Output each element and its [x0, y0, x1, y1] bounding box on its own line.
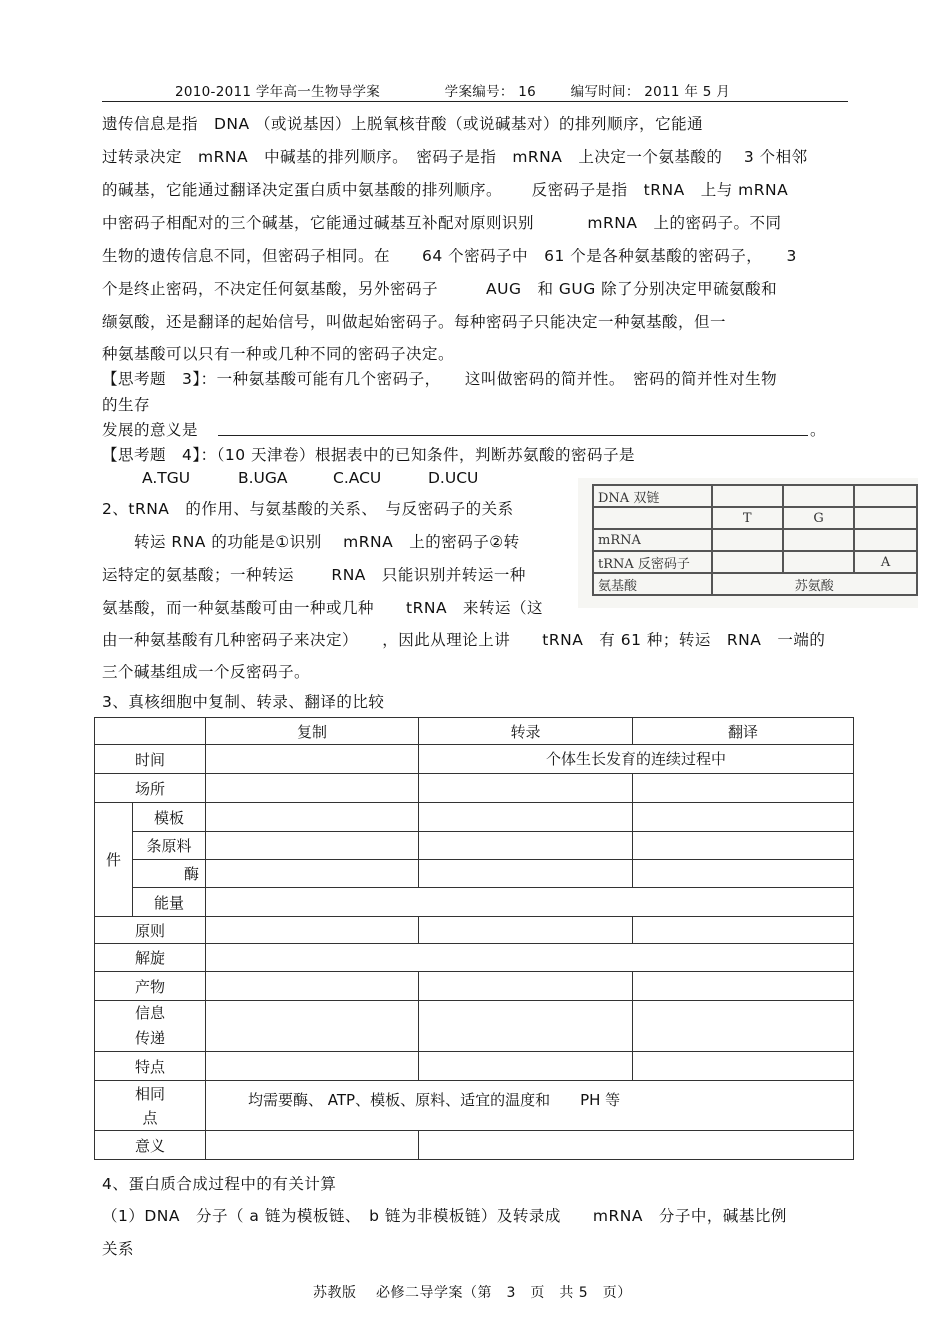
img-cell-g: G: [783, 507, 854, 529]
answer-blank[interactable]: [218, 435, 808, 436]
col-replication: 复制: [206, 718, 419, 745]
row-place: 场所: [95, 774, 206, 803]
section-2-line: 三个碱基组成一个反密码子。: [102, 663, 311, 681]
paragraph-line: 遗传信息是指 DNA （或说基因）上脱氧核苷酸（或说碱基对）的排列顺序，它能通: [102, 115, 704, 133]
img-row-mrna: mRNA: [593, 529, 712, 551]
section-3-title: 3、真核细胞中复制、转录、翻译的比较: [102, 693, 385, 711]
paragraph-line: 缬氨酸，还是翻译的起始信号，叫做起始密码子。每种密码子只能决定一种氨基酸，但一: [102, 313, 727, 331]
img-cell-t: T: [712, 507, 783, 529]
img-row-dna: DNA 双链: [593, 485, 712, 507]
row-template: 模板: [133, 803, 206, 832]
row-same: [95, 1081, 206, 1131]
paragraph-line: 种氨基酸可以只有一种或几种不同的密码子决定。: [102, 345, 455, 363]
page-header: [175, 80, 730, 100]
img-row-trna: tRNA 反密码子: [593, 551, 712, 573]
row-unwind: 解旋: [95, 944, 206, 972]
img-cell-aa: 苏氨酸: [712, 573, 917, 595]
row-info-1: 信息: [134, 1004, 165, 1022]
row-same-2: 点: [142, 1108, 158, 1127]
codon-table-image: [578, 478, 918, 608]
comparison-table: [94, 717, 854, 1160]
question-3-line2: 的生存: [102, 396, 151, 414]
paragraph-line: 中密码子相配对的三个碱基，它能通过碱基互补配对原则识别 mRNA 上的密码子。不同: [102, 214, 782, 232]
row-meaning: 意义: [95, 1131, 206, 1160]
col-translation: 翻译: [633, 718, 854, 745]
row-condition: 件: [95, 803, 133, 917]
section-2-title: 2、tRNA 的作用、与氨基酸的关系、 与反密码子的关系: [102, 500, 514, 518]
time-note: 个体生长发育的连续过程中: [419, 745, 854, 774]
section-2-line: 由一种氨基酸有几种密码子来决定） ，因此从理论上讲 tRNA 有 61 种；转运 RNA 一端的: [102, 631, 826, 649]
row-info-2: 传递: [134, 1029, 165, 1047]
img-row-aa: 氨基酸: [593, 573, 712, 595]
same-note: 均需要酶、 ATP、模板、原料、适宜的温度和 PH 等: [206, 1081, 854, 1131]
option-b: B.UGA: [238, 469, 288, 487]
section-2-line: 氨基酸，而一种氨基酸可由一种或几种 tRNA 来转运（这: [102, 599, 544, 617]
section-4-line1: （1）DNA 分子（ a 链为模板链、 b 链为非模板链）及转录成 mRNA 分子中，碱基比例: [102, 1207, 787, 1225]
row-energy: 能量: [133, 888, 206, 917]
row-info: [95, 1001, 206, 1052]
row-enzyme: 酶: [133, 860, 206, 888]
img-cell-a: A: [854, 551, 917, 573]
row-feature: 特点: [95, 1052, 206, 1081]
row-product: 产物: [95, 972, 206, 1001]
question-3-line1: 【思考题 3】：一种氨基酸可能有几个密码子， 这叫做密码的简并性。 密码的简并性对生物: [102, 370, 778, 388]
page-footer: 苏教版 必修二导学案（第 3 页 共 5 页）: [313, 1285, 632, 1301]
paragraph-line: 过转录决定 mRNA 中碱基的排列顺序。 密码子是指 mRNA 上决定一个氨基酸的 3 个相邻: [102, 148, 808, 166]
option-d: D.UCU: [428, 469, 479, 487]
section-2-line: 转运 RNA 的功能是①识别 mRNA 上的密码子②转: [102, 533, 520, 551]
row-time: 时间: [95, 745, 206, 774]
section-2-line: 运特定的氨基酸；一种转运 RNA 只能识别并转运一种: [102, 566, 526, 584]
option-c: C.ACU: [333, 469, 382, 487]
option-a: A.TGU: [142, 469, 191, 487]
section-4-line2: 关系: [102, 1240, 135, 1258]
paragraph-line: 个是终止密码，不决定任何氨基酸，另外密码子 AUG 和 GUG 除了分别决定甲硫氨酸和: [102, 280, 778, 298]
header-code: 学案编号： 16: [444, 84, 537, 100]
row-principle: 原则: [95, 917, 206, 944]
question-3-end: 。: [810, 421, 826, 439]
header-time: 编写时间： 2011 年 5 月: [570, 84, 731, 100]
paragraph-line: 的碱基，它能通过翻译决定蛋白质中氨基酸的排列顺序。 反密码子是指 tRNA 上与 mRNA: [102, 181, 789, 199]
header-title: 2010-2011 学年高一生物导学案: [175, 84, 381, 100]
header-rule: [102, 101, 848, 102]
row-raw: 条原料: [133, 832, 206, 860]
question-4-line1: 【思考题 4】：（10 天津卷）根据表中的已知条件，判断苏氨酸的密码子是: [102, 446, 636, 464]
col-transcription: 转录: [419, 718, 633, 745]
section-4-title: 4、蛋白质合成过程中的有关计算: [102, 1175, 337, 1193]
row-same-1: 相同: [134, 1084, 165, 1103]
paragraph-line: 生物的遗传信息不同，但密码子相同。在 64 个密码子中 61 个是各种氨基酸的密码子， 3: [102, 247, 797, 265]
question-3-line3: 发展的意义是: [102, 421, 199, 439]
